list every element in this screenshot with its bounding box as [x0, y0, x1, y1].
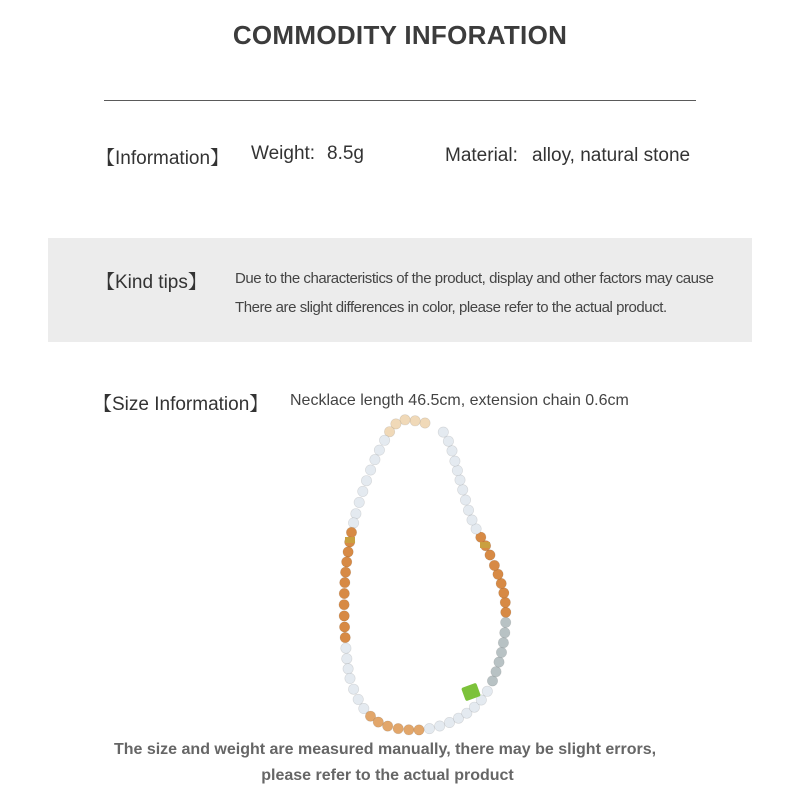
necklace-bead [424, 723, 434, 733]
necklace-bead [443, 436, 453, 446]
necklace-bead [383, 721, 393, 731]
necklace-bead [353, 694, 363, 704]
material-label: Material: [445, 145, 518, 166]
necklace-bead [343, 664, 353, 674]
necklace-bead [374, 445, 384, 455]
necklace-bead [458, 485, 468, 495]
size-information-label: 【Size Information】 [93, 394, 269, 415]
necklace-bead [482, 686, 492, 696]
necklace-bead [339, 611, 349, 621]
necklace-bead [491, 667, 501, 677]
weight-label: Weight: [251, 143, 316, 164]
necklace-bead [500, 628, 510, 638]
necklace-bead [489, 560, 499, 570]
necklace-bead [379, 435, 389, 445]
necklace-bead [496, 578, 506, 588]
necklace-bead [450, 456, 460, 466]
necklace-bead [499, 588, 509, 598]
necklace-bead [354, 497, 364, 507]
necklace-bead [485, 550, 495, 560]
necklace-bead [373, 717, 383, 727]
necklace-bead [467, 515, 477, 525]
necklace-bead [351, 509, 361, 519]
necklace-bead [414, 725, 424, 735]
beaded-necklace-image [300, 405, 550, 745]
necklace-bead [455, 475, 465, 485]
necklace-bead [361, 476, 371, 486]
necklace-bead [393, 723, 403, 733]
necklace-bead [348, 518, 358, 528]
necklace-bead [345, 673, 355, 683]
necklace-bead [404, 725, 414, 735]
necklace-bead [348, 684, 358, 694]
weight-value: 8.5g [327, 143, 364, 164]
necklace-bead [498, 638, 508, 648]
kind-tips-text-line-2: There are slight differences in color, please refer to the actual product. [235, 299, 667, 316]
necklace-bead [340, 577, 350, 587]
footnote-line-2: please refer to the actual product [261, 767, 514, 784]
necklace-bead [500, 597, 510, 607]
necklace-bead [487, 676, 497, 686]
necklace-bead [438, 427, 448, 437]
necklace-bead [339, 600, 349, 610]
necklace-bead [435, 721, 445, 731]
necklace-bead [447, 446, 457, 456]
necklace-bead [501, 617, 511, 627]
title-divider [104, 100, 696, 101]
necklace-bead [501, 607, 511, 617]
necklace-bead [452, 465, 462, 475]
necklace-bead [365, 465, 375, 475]
necklace-bead [410, 416, 420, 426]
necklace-bead [420, 418, 430, 428]
necklace-bead [358, 486, 368, 496]
footnote-line-1: The size and weight are measured manually, there may be slight errors, [113, 741, 657, 758]
necklace-bead [339, 588, 349, 598]
information-label: 【Information】 [96, 148, 230, 169]
kind-tips-text-line-1: Due to the characteristics of the product, display and other factors may cause [235, 270, 714, 287]
necklace-bead [342, 557, 352, 567]
size-information-text: Necklace length 46.5cm, extension chain 0.6cm [290, 392, 629, 409]
necklace-bead [460, 495, 470, 505]
gold-spacer-bead [345, 537, 355, 543]
material-value: alloy, natural stone [532, 145, 691, 166]
necklace-bead [340, 567, 350, 577]
gold-spacer-bead [480, 542, 490, 548]
kind-tips-label: 【Kind tips】 [96, 272, 207, 293]
necklace-bead [342, 654, 352, 664]
necklace-bead [463, 505, 473, 515]
necklace-bead [343, 547, 353, 557]
necklace-bead [340, 632, 350, 642]
necklace-bead [339, 622, 349, 632]
necklace-bead [496, 647, 506, 657]
necklace-bead [370, 454, 380, 464]
page-title: COMMODITY INFORATION [232, 20, 568, 50]
necklace-bead [494, 657, 504, 667]
necklace-bead [341, 643, 351, 653]
necklace-bead [346, 527, 356, 537]
